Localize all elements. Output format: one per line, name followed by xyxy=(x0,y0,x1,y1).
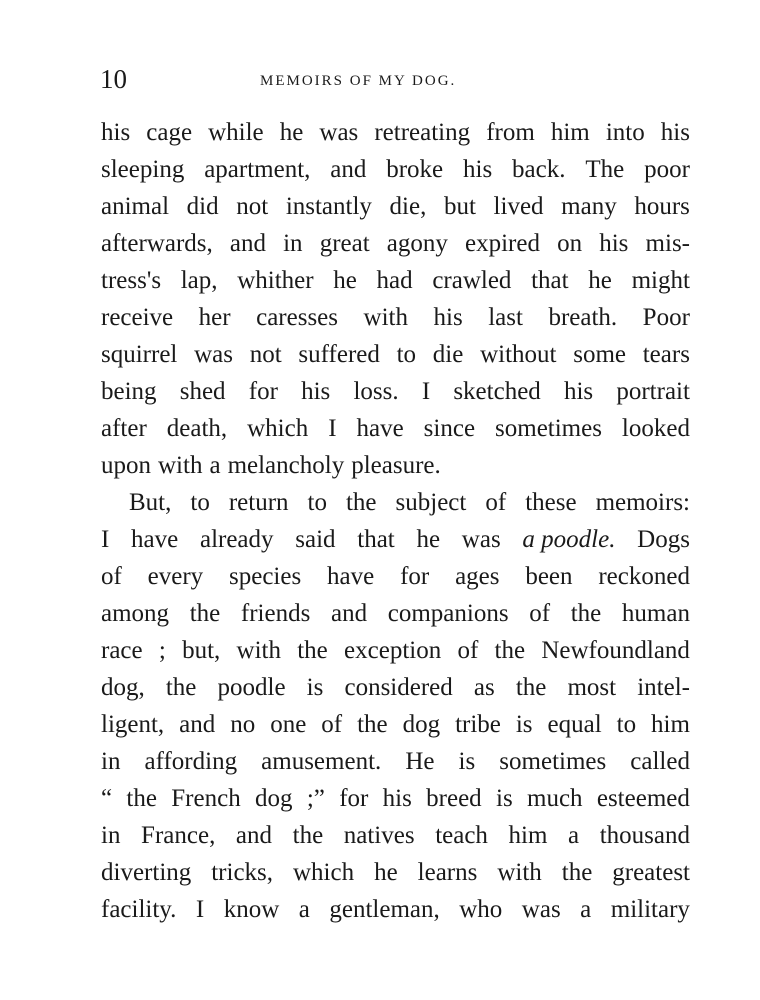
word: which xyxy=(247,415,309,442)
line-segment: Dogs xyxy=(637,526,690,553)
word: the xyxy=(292,822,324,849)
text-line xyxy=(101,558,690,595)
word: her xyxy=(198,304,231,331)
word: affording xyxy=(144,748,238,775)
word: being xyxy=(101,378,157,405)
word: a xyxy=(580,896,592,923)
word: return xyxy=(228,489,289,516)
word: ligent, xyxy=(101,711,165,738)
word: is xyxy=(515,711,533,738)
text-line xyxy=(101,891,690,928)
word: He xyxy=(405,748,435,775)
word: tribe xyxy=(455,711,501,738)
word: to xyxy=(396,341,417,368)
text-line xyxy=(101,410,690,447)
word: sketched xyxy=(453,378,541,405)
word: him xyxy=(508,822,548,849)
word: his xyxy=(101,119,131,146)
word: dog, xyxy=(101,674,145,701)
word: great xyxy=(319,230,370,257)
word: loss. xyxy=(353,378,399,405)
word: have xyxy=(131,526,179,553)
word: who xyxy=(459,896,503,923)
word: shed xyxy=(179,378,226,405)
word: expired xyxy=(465,230,540,257)
word: for xyxy=(248,378,278,405)
word: with xyxy=(236,637,281,664)
word: his xyxy=(660,119,690,146)
word: of xyxy=(457,637,479,664)
text-line xyxy=(101,669,690,706)
text-line xyxy=(101,373,690,410)
word: have xyxy=(327,563,375,590)
word: afterwards, xyxy=(101,230,213,257)
text-line xyxy=(101,780,690,817)
word: squirrel xyxy=(101,341,178,368)
word: his xyxy=(599,230,629,257)
word: called xyxy=(630,748,690,775)
text-line xyxy=(101,595,690,632)
word: tricks, xyxy=(211,859,274,886)
word: but, xyxy=(182,637,221,664)
word: and xyxy=(330,600,368,627)
word: he xyxy=(279,119,304,146)
word: of xyxy=(321,711,343,738)
word: the xyxy=(357,711,388,738)
word: instantly xyxy=(285,193,372,220)
word: was xyxy=(461,526,501,553)
text-line xyxy=(101,225,690,262)
word: whither xyxy=(237,267,314,294)
word: cage xyxy=(146,119,193,146)
word: mis- xyxy=(645,230,690,257)
word: did xyxy=(186,193,219,220)
word: but xyxy=(443,193,476,220)
word: have xyxy=(356,415,404,442)
word: in xyxy=(101,822,121,849)
word: for xyxy=(400,563,430,590)
word: a xyxy=(209,452,221,479)
word: dog xyxy=(255,785,293,812)
text-line xyxy=(101,188,690,225)
word: race xyxy=(101,637,143,664)
word: of xyxy=(101,563,122,590)
word: while xyxy=(208,119,264,146)
word: reckoned xyxy=(598,563,690,590)
word: animal xyxy=(101,193,170,220)
word: of xyxy=(485,489,507,516)
word: he xyxy=(333,267,357,294)
word: the xyxy=(570,600,602,627)
text-line-with-italic xyxy=(101,521,690,558)
word: receive xyxy=(101,304,174,331)
word: apartment, xyxy=(204,156,311,183)
word: equal xyxy=(547,711,602,738)
word: might xyxy=(631,267,690,294)
word: without xyxy=(480,341,557,368)
word: in xyxy=(283,230,303,257)
word: is xyxy=(458,748,476,775)
word: his xyxy=(433,304,463,331)
word: companions xyxy=(387,600,509,627)
word: intel- xyxy=(637,674,690,701)
word: lived xyxy=(493,193,544,220)
word: subject xyxy=(395,489,467,516)
word: was xyxy=(319,119,359,146)
word: considered xyxy=(344,674,453,701)
word: his xyxy=(301,378,331,405)
word: ; xyxy=(158,637,166,664)
word: already xyxy=(199,526,274,553)
word: is xyxy=(496,785,513,812)
word: “ xyxy=(101,785,113,812)
word: France, xyxy=(141,822,216,849)
text-line xyxy=(101,817,690,854)
word: that xyxy=(531,267,569,294)
word: friends xyxy=(240,600,311,627)
word: said xyxy=(295,526,336,553)
word: after xyxy=(101,415,147,442)
word: which xyxy=(293,859,355,886)
word: as xyxy=(473,674,495,701)
text-line xyxy=(101,299,690,336)
word: the xyxy=(126,785,157,812)
word: a xyxy=(568,822,580,849)
word: the xyxy=(561,859,593,886)
text-line xyxy=(101,336,690,373)
word: with xyxy=(363,304,408,331)
word: not xyxy=(249,341,282,368)
word: he xyxy=(416,526,441,553)
word: poodle xyxy=(217,674,286,701)
word: sometimes xyxy=(495,415,602,442)
word: every xyxy=(147,563,204,590)
word: species xyxy=(229,563,302,590)
word: amusement. xyxy=(261,748,382,775)
word: diverting xyxy=(101,859,192,886)
word: his xyxy=(463,156,493,183)
word: know xyxy=(223,896,280,923)
word: looked xyxy=(621,415,690,442)
word: ;” xyxy=(306,785,325,812)
word: death, xyxy=(166,415,228,442)
running-head xyxy=(100,62,690,96)
word: in xyxy=(101,748,121,775)
word: poor xyxy=(644,156,690,183)
word: his xyxy=(382,785,412,812)
word: broke xyxy=(386,156,444,183)
body-text xyxy=(101,114,690,928)
word: But, xyxy=(129,489,172,516)
word: was xyxy=(194,341,233,368)
word: the xyxy=(345,489,377,516)
text-line xyxy=(101,706,690,743)
word: human xyxy=(621,600,690,627)
word: much xyxy=(527,785,583,812)
word: upon xyxy=(101,452,151,479)
word: I xyxy=(195,896,205,923)
word: to xyxy=(616,711,637,738)
word: retreating xyxy=(374,119,471,146)
word: natives xyxy=(343,822,415,849)
text-line xyxy=(101,447,690,484)
word: I xyxy=(101,526,110,553)
word: the xyxy=(297,637,328,664)
word: gentleman, xyxy=(329,896,440,923)
word: Poor xyxy=(642,304,690,331)
word: was xyxy=(521,896,561,923)
word: and xyxy=(330,156,367,183)
word: back. xyxy=(512,156,566,183)
word: among xyxy=(101,600,170,627)
word: had xyxy=(376,267,413,294)
word: lap, xyxy=(180,267,218,294)
word: and xyxy=(179,711,216,738)
word: greatest xyxy=(612,859,690,886)
word: sometimes xyxy=(499,748,607,775)
word: suffered xyxy=(298,341,380,368)
word: agony xyxy=(386,230,448,257)
word: dog xyxy=(402,711,441,738)
word: on xyxy=(557,230,583,257)
word: to xyxy=(307,489,327,516)
word: caresses xyxy=(256,304,339,331)
word: French xyxy=(171,785,241,812)
word: ages xyxy=(455,563,500,590)
word: breed xyxy=(426,785,482,812)
page-number: 10 xyxy=(100,64,127,94)
word: last xyxy=(488,304,523,331)
word: military xyxy=(610,896,690,923)
word: the xyxy=(494,637,526,664)
word: exception xyxy=(344,637,442,664)
word: him xyxy=(550,119,590,146)
word: the xyxy=(189,600,221,627)
italic-phrase: a poodle. xyxy=(522,526,616,553)
word: he xyxy=(588,267,612,294)
text-line xyxy=(101,484,690,521)
word: esteemed xyxy=(596,785,690,812)
word: of xyxy=(529,600,551,627)
word: the xyxy=(165,674,197,701)
word: many xyxy=(561,193,617,220)
word: some xyxy=(573,341,626,368)
word: that xyxy=(357,526,395,553)
word: him xyxy=(651,711,690,738)
word: portrait xyxy=(616,378,690,405)
text-line xyxy=(101,151,690,188)
word: The xyxy=(585,156,625,183)
text-line xyxy=(101,262,690,299)
text-line xyxy=(101,854,690,891)
word: memoirs: xyxy=(595,489,690,516)
word: he xyxy=(374,859,398,886)
word: with xyxy=(497,859,542,886)
running-title: MEMOIRS OF MY DOG. xyxy=(260,73,457,89)
word: hours xyxy=(634,193,690,220)
word: pleasure. xyxy=(351,452,441,479)
word: sleeping xyxy=(101,156,185,183)
word: been xyxy=(525,563,573,590)
word: tress's xyxy=(101,267,162,294)
word: his xyxy=(563,378,594,405)
word: facility. xyxy=(101,896,177,923)
word: not xyxy=(236,193,269,220)
word: the xyxy=(515,674,547,701)
word: breath. xyxy=(548,304,618,331)
word: die, xyxy=(389,193,427,220)
word: most xyxy=(567,674,617,701)
word: from xyxy=(486,119,535,146)
word: die xyxy=(432,341,464,368)
word: melancholy xyxy=(227,452,345,479)
word: thousand xyxy=(599,822,690,849)
word: Newfoundland xyxy=(541,637,690,664)
word: a xyxy=(298,896,310,923)
word: is xyxy=(306,674,324,701)
word: crawled xyxy=(432,267,512,294)
word: into xyxy=(605,119,645,146)
word: I xyxy=(328,415,337,442)
word: learns xyxy=(417,859,478,886)
word: and xyxy=(229,230,266,257)
text-line xyxy=(101,632,690,669)
text-line xyxy=(101,743,690,780)
word: teach xyxy=(435,822,488,849)
text-line xyxy=(101,114,690,151)
word: to xyxy=(190,489,210,516)
word: and xyxy=(235,822,273,849)
word: since xyxy=(423,415,476,442)
word: tears xyxy=(642,341,690,368)
word: one xyxy=(270,711,307,738)
word: with xyxy=(158,452,203,479)
word: I xyxy=(421,378,431,405)
word: these xyxy=(525,489,577,516)
word: no xyxy=(230,711,256,738)
word: for xyxy=(339,785,369,812)
